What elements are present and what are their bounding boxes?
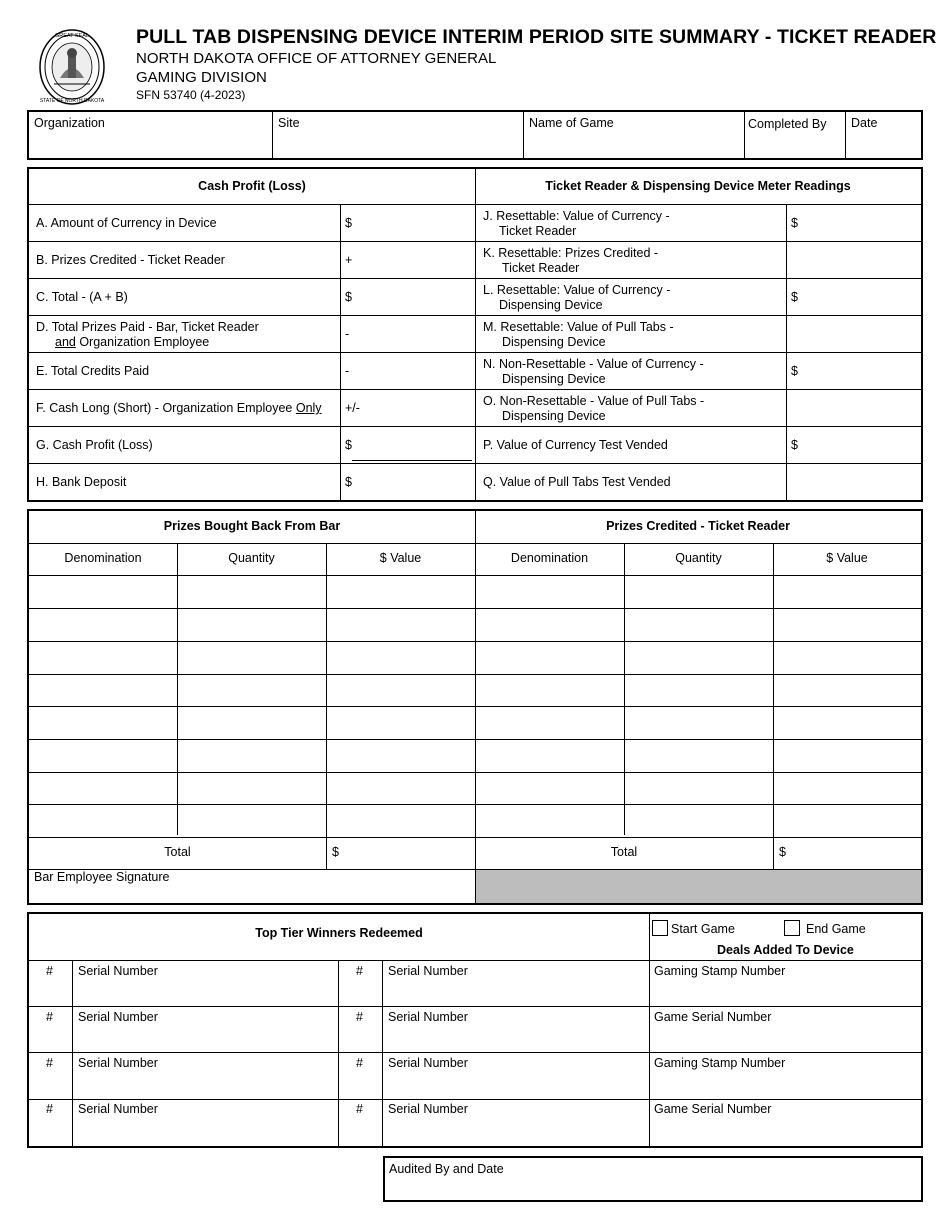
row-m-label: M. Resettable: Value of Pull Tabs - [483,320,674,334]
hash-1a: # [46,964,53,978]
game-serial-number-1[interactable]: Game Serial Number [654,1010,772,1024]
row-g-label: G. Cash Profit (Loss) [36,438,153,452]
serial-number-2b[interactable]: Serial Number [388,1010,468,1024]
form-title: PULL TAB DISPENSING DEVICE INTERIM PERIOD SITE SUMMARY - TICKET READER [136,26,937,48]
row-n-label-line2: Dispensing Device [502,372,606,386]
audited-by-field[interactable]: Audited By and Date [389,1162,504,1176]
prizes-section [27,509,923,905]
start-game-label: Start Game [671,922,735,936]
serial-number-1a[interactable]: Serial Number [78,964,158,978]
row-d-label-line2 [55,335,209,350]
shaded-area [476,870,921,903]
deals-added-heading: Deals Added To Device [717,943,854,957]
row-e-label: E. Total Credits Paid [36,364,150,378]
total-right-label: Total [610,845,638,859]
row-h-symbol[interactable]: $ [345,475,352,489]
serial-number-3b[interactable]: Serial Number [388,1056,468,1070]
total-left-label: Total [164,845,191,859]
top-tier-section [27,912,923,1148]
row-j-symbol[interactable]: $ [791,216,798,230]
site-field[interactable]: Site [278,116,300,130]
serial-number-4b[interactable]: Serial Number [388,1102,468,1116]
row-c-symbol[interactable]: $ [345,290,352,304]
row-a-symbol[interactable]: $ [345,216,352,230]
serial-number-4a[interactable]: Serial Number [78,1102,158,1116]
row-m-label-line2: Dispensing Device [502,335,606,349]
row-c-label: C. Total - (A + B) [36,290,128,304]
row-h-label: H. Bank Deposit [36,475,127,489]
total-right-symbol[interactable]: $ [779,845,786,859]
game-serial-number-2[interactable]: Game Serial Number [654,1102,772,1116]
row-b-label: B. Prizes Credited - Ticket Reader [36,253,225,267]
name-of-game-field[interactable]: Name of Game [529,116,614,130]
row-f-text: F. Cash Long (Short) - Organization Employee [36,401,296,415]
col-quantity-right: Quantity [675,551,722,565]
top-tier-heading: Top Tier Winners Redeemed [255,926,423,940]
hash-2b: # [356,1010,363,1024]
hash-3b: # [356,1056,363,1070]
audited-by-box [383,1156,923,1202]
info-row [27,110,923,160]
row-a-label: A. Amount of Currency in Device [36,216,217,230]
cash-profit-heading: Cash Profit (Loss) [198,179,306,193]
row-d-underlined: and [55,335,76,349]
hash-2a: # [46,1010,53,1024]
row-k-label: K. Resettable: Prizes Credited - [483,246,659,260]
serial-number-3a[interactable]: Serial Number [78,1056,158,1070]
end-game-label: End Game [806,922,866,936]
row-b-symbol[interactable]: + [345,253,353,267]
row-o-label: O. Non-Resettable - Value of Pull Tabs - [483,394,705,408]
col-denomination-right: Denomination [510,551,589,565]
row-d-label: D. Total Prizes Paid - Bar, Ticket Reader [36,320,259,334]
row-e-symbol[interactable]: - [345,364,350,378]
gaming-stamp-number-2[interactable]: Gaming Stamp Number [654,1056,786,1070]
row-j-label-line2: Ticket Reader [499,224,577,238]
seal-top-text: GREAT SEAL [54,33,90,39]
row-d-rest: Organization Employee [75,335,210,349]
gaming-stamp-number-1[interactable]: Gaming Stamp Number [654,964,786,978]
row-l-symbol[interactable]: $ [791,290,798,304]
end-game-checkbox[interactable] [784,920,800,936]
seal-bottom-text: STATE OF NORTH DAKOTA [39,98,105,104]
row-o-label-line2: Dispensing Device [502,409,606,423]
start-game-checkbox[interactable] [652,920,668,936]
row-f-label [36,401,322,416]
row-l-label-line2: Dispensing Device [499,298,603,312]
row-f-symbol[interactable]: +/- [345,401,360,415]
prizes-bar-heading: Prizes Bought Back From Bar [163,519,341,533]
state-seal-logo [38,28,106,106]
col-value-left: $ Value [379,551,422,565]
row-l-label: L. Resettable: Value of Currency - [483,283,671,297]
bar-employee-signature-field[interactable]: Bar Employee Signature [34,870,170,884]
hash-1b: # [356,964,363,978]
row-n-label: N. Non-Resettable - Value of Currency - [483,357,704,371]
row-d-symbol[interactable]: - [345,327,350,341]
row-g-symbol[interactable]: $ [345,438,352,452]
row-f-underlined: Only [295,401,322,415]
hash-3a: # [46,1056,53,1070]
form-number: SFN 53740 (4-2023) [136,88,246,102]
row-p-label: P. Value of Currency Test Vended [483,438,668,452]
organization-field[interactable]: Organization [34,116,105,130]
row-n-symbol[interactable]: $ [791,364,798,378]
serial-number-1b[interactable]: Serial Number [388,964,468,978]
total-left-symbol[interactable]: $ [332,845,339,859]
hash-4a: # [46,1102,53,1116]
col-quantity-left: Quantity [228,551,275,565]
row-j-label: J. Resettable: Value of Currency - [483,209,670,223]
hash-4b: # [356,1102,363,1116]
end-game-option[interactable] [784,920,866,937]
start-game-option[interactable] [652,920,735,937]
row-q-label: Q. Value of Pull Tabs Test Vended [483,475,671,489]
col-value-right: $ Value [826,551,868,565]
col-denomination-left: Denomination [64,551,142,565]
division-name: GAMING DIVISION [136,69,267,86]
row-p-symbol[interactable]: $ [791,438,798,452]
date-field[interactable]: Date [851,116,878,130]
meter-readings-heading: Ticket Reader & Dispensing Device Meter Readings [545,179,851,193]
prizes-ticket-heading: Prizes Credited - Ticket Reader [606,519,790,533]
completed-by-field[interactable]: Completed By [748,117,827,131]
row-k-label-line2: Ticket Reader [502,261,580,275]
serial-number-2a[interactable]: Serial Number [78,1010,158,1024]
cash-meter-section [27,167,923,502]
agency-name: NORTH DAKOTA OFFICE OF ATTORNEY GENERAL [136,50,497,67]
